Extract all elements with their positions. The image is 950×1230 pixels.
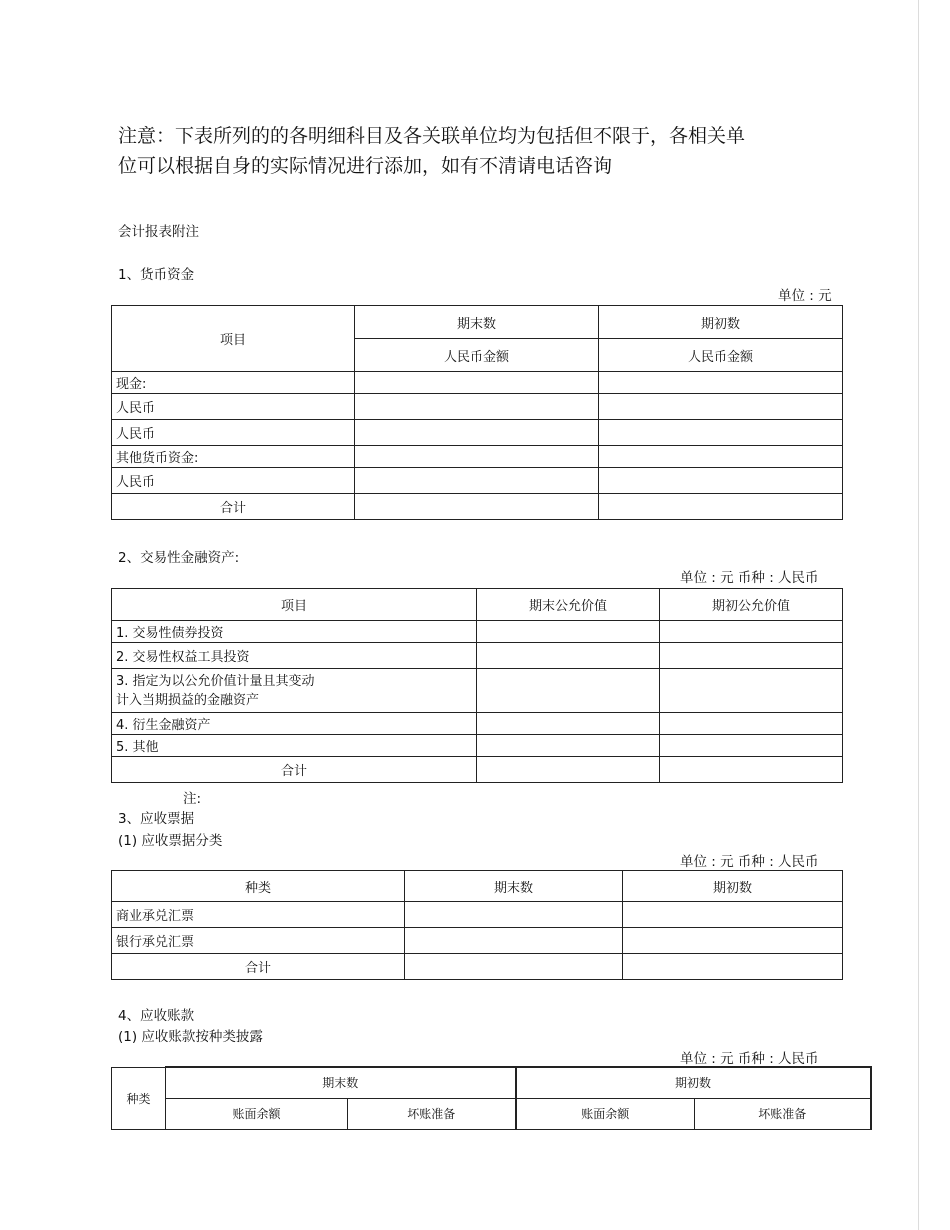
total-label: 合计 [112, 757, 477, 783]
section-1-unit: 单位 : 元 [778, 288, 832, 304]
table-row-label: 人民币 [112, 420, 355, 446]
header-item: 项目 [112, 306, 355, 372]
table-cell [477, 735, 660, 757]
section-3-subheading: (1) 应收票据分类 [118, 833, 223, 849]
doc-title: 会计报表附注 [118, 224, 199, 240]
total-label: 合计 [112, 954, 405, 980]
header-fair-value-begin: 期初公允价值 [660, 589, 843, 621]
table-cell [405, 928, 623, 954]
section-4-unit: 单位 : 元 币种 : 人民币 [680, 1051, 819, 1067]
table-row-label: 商业承兑汇票 [112, 902, 405, 928]
section-3-unit: 单位 : 元 币种 : 人民币 [680, 854, 819, 870]
table-cell [623, 902, 843, 928]
section-3-heading: 3、应收票据 [118, 811, 195, 827]
notice-line-2: 位可以根据自身的实际情况进行添加，如有不清请电话咨询 [118, 155, 613, 177]
header-book-balance-begin: 账面余额 [516, 1098, 695, 1129]
trading-assets-table [111, 588, 843, 783]
table-row-label: 人民币 [112, 468, 355, 494]
table-cell [477, 669, 660, 713]
header-period-end: 期末数 [166, 1067, 516, 1098]
total-label: 合计 [112, 494, 355, 520]
header-period-begin: 期初数 [623, 871, 843, 902]
section-4-subheading: (1) 应收账款按种类披露 [118, 1029, 263, 1045]
table-cell [660, 643, 843, 669]
notice-line-1: 注意：下表所列的的各明细科目及各关联单位均为包括但不限于，各相关单 [118, 125, 746, 147]
table-cell [660, 735, 843, 757]
cash-table [111, 305, 843, 520]
header-rmb-begin: 人民币金额 [599, 339, 843, 372]
accounts-receivable-table [111, 1066, 872, 1130]
table-row-label: 现金: [112, 372, 355, 394]
table-cell [660, 713, 843, 735]
section-2-unit: 单位 : 元 币种 : 人民币 [680, 570, 819, 586]
table-cell [599, 394, 843, 420]
table-cell [623, 954, 843, 980]
table-row-label: 人民币 [112, 394, 355, 420]
table-row-label: 3. 指定为以公允价值计量且其变动计入当期损益的金融资产 [112, 669, 477, 713]
table-row-label: 1. 交易性债券投资 [112, 621, 477, 643]
table-cell [660, 669, 843, 713]
table-row-label: 其他货币资金: [112, 446, 355, 468]
header-period-end: 期末数 [355, 306, 599, 339]
header-rmb-end: 人民币金额 [355, 339, 599, 372]
table-cell [477, 643, 660, 669]
section-2-note: 注: [183, 791, 202, 807]
page-edge [918, 0, 919, 1230]
header-fair-value-end: 期末公允价值 [477, 589, 660, 621]
table-cell [660, 757, 843, 783]
table-cell [477, 621, 660, 643]
header-bad-debt-end: 坏账准备 [348, 1098, 516, 1129]
section-1-heading: 1、货币资金 [118, 267, 195, 283]
table-cell [355, 494, 599, 520]
section-2-heading: 2、交易性金融资产: [118, 550, 240, 566]
header-period-end: 期末数 [405, 871, 623, 902]
table-cell [355, 394, 599, 420]
header-bad-debt-begin: 坏账准备 [695, 1098, 871, 1129]
table-cell [477, 757, 660, 783]
notes-receivable-table [111, 870, 843, 980]
table-cell [477, 713, 660, 735]
header-kind: 种类 [112, 1067, 166, 1129]
header-kind: 种类 [112, 871, 405, 902]
table-cell [599, 494, 843, 520]
table-cell [599, 372, 843, 394]
table-cell [405, 954, 623, 980]
table-cell [355, 446, 599, 468]
table-cell [599, 420, 843, 446]
table-row-label: 2. 交易性权益工具投资 [112, 643, 477, 669]
table-cell [623, 928, 843, 954]
table-row-label: 5. 其他 [112, 735, 477, 757]
header-period-begin: 期初数 [599, 306, 843, 339]
table-row-label: 4. 衍生金融资产 [112, 713, 477, 735]
table-cell [355, 420, 599, 446]
table-cell [660, 621, 843, 643]
table-cell [405, 902, 623, 928]
table-cell [355, 372, 599, 394]
table-row-label: 银行承兑汇票 [112, 928, 405, 954]
header-item: 项目 [112, 589, 477, 621]
section-4-heading: 4、应收账款 [118, 1008, 195, 1024]
header-period-begin: 期初数 [516, 1067, 871, 1098]
header-book-balance-end: 账面余额 [166, 1098, 348, 1129]
table-cell [599, 446, 843, 468]
table-cell [355, 468, 599, 494]
table-cell [599, 468, 843, 494]
